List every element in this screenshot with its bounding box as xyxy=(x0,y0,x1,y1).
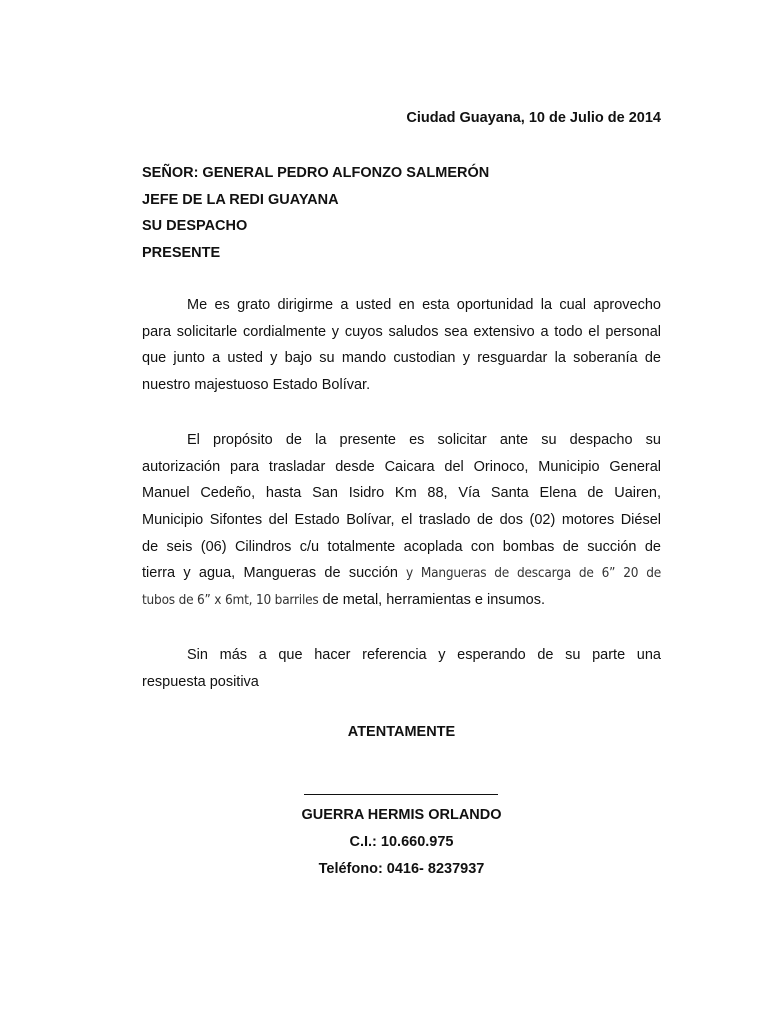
recipient-name: SEÑOR: GENERAL PEDRO ALFONZO SALMERÓN xyxy=(142,165,490,181)
paragraph-line: Municipio Sifontes del Estado Bolívar, el traslado de dos (02) motores Diésel xyxy=(142,512,661,529)
paragraph-line: para solicitarle cordialmente y cuyos saludos sea extensivo a todo el personal xyxy=(142,323,661,340)
paragraph-line: respuesta positiva xyxy=(142,673,259,690)
paragraph-line xyxy=(142,587,661,614)
recipient-block xyxy=(142,164,489,271)
paragraph-line xyxy=(142,560,661,587)
paragraph-line: Sin más a que hacer referencia y esperando de su parte una xyxy=(187,647,661,663)
date-line: Ciudad Guayana, 10 de Julio de 2014 xyxy=(406,110,661,126)
paragraph-line: Me es grato dirigirme a usted en esta oportunidad la cual aprovecho xyxy=(187,297,661,313)
closing-salutation: ATENTAMENTE xyxy=(347,724,456,740)
text-segment-alt-font: tubos de 6” x 6mt, 10 barriles xyxy=(142,592,319,609)
recipient-office: SU DESPACHO xyxy=(142,218,248,235)
signer-name: GUERRA HERMIS ORLANDO xyxy=(301,807,502,823)
text-segment: tierra y agua, Mangueras de succión xyxy=(142,565,398,582)
paragraph-line: El propósito de la presente es solicitar ante su despacho su xyxy=(187,432,661,448)
paragraph-line: autorización para trasladar desde Caicara del Orinoco, Municipio General xyxy=(142,458,661,475)
paragraph-line: Manuel Cedeño, hasta San Isidro Km 88, Vía Santa Elena de Uairen, xyxy=(142,485,661,502)
paragraph-line: que junto a usted y bajo su mando custodian y resguardar la soberanía de xyxy=(142,350,661,367)
signer-id: C.I.: 10.660.975 xyxy=(349,834,454,850)
signature-line xyxy=(304,794,498,795)
paragraph-purpose xyxy=(142,427,661,614)
text-segment: de metal, herramientas e insumos. xyxy=(318,592,545,609)
paragraph-closing xyxy=(142,642,661,695)
paragraph-greeting xyxy=(142,292,661,399)
signer-phone: Teléfono: 0416- 8237937 xyxy=(318,861,485,877)
signature-block xyxy=(0,806,768,887)
recipient-presente: PRESENTE xyxy=(142,245,221,262)
paragraph-line: nuestro majestuoso Estado Bolívar. xyxy=(142,377,371,394)
paragraph-line: de seis (06) Cilindros c/u totalmente acoplada con bombas de succión de xyxy=(142,538,661,555)
recipient-title: JEFE DE LA REDI GUAYANA xyxy=(142,191,339,208)
text-segment-alt-font: y Mangueras de descarga de 6” 20 de xyxy=(398,565,661,582)
